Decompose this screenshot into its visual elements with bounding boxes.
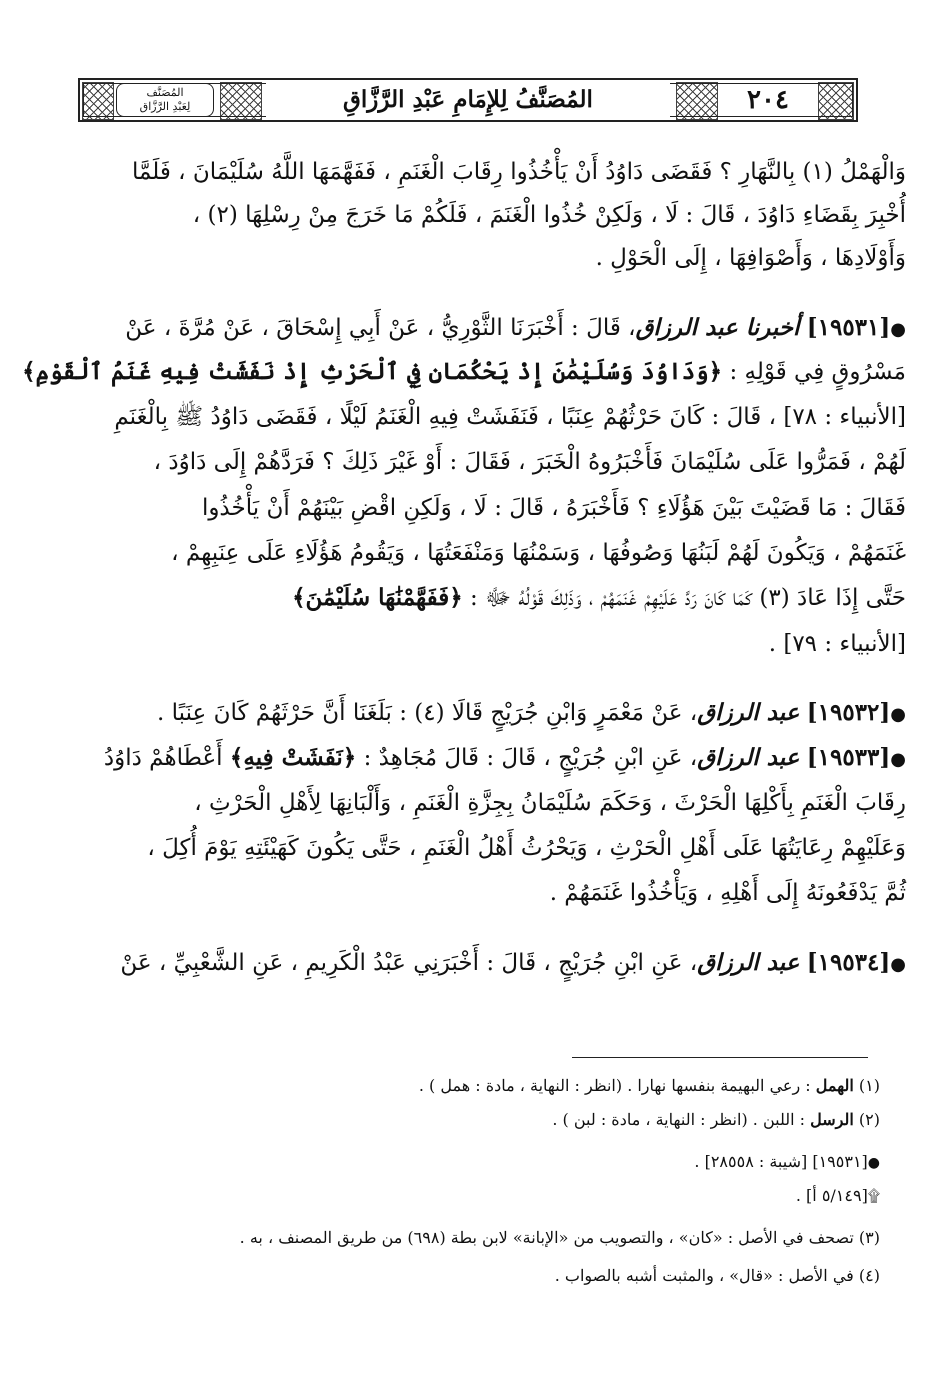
hadith-19532-line — [60, 693, 906, 735]
footnote-number: (١) — [858, 1076, 880, 1095]
footnote-text: : اللبن . (انظر : النهاية ، مادة : لبن ) . — [552, 1110, 806, 1129]
hadith-author: عبد الرزاق — [697, 949, 800, 976]
bullet-icon: ● — [890, 704, 906, 725]
header-ornament — [220, 82, 262, 120]
text-line: غَنَمَهُمْ ، وَيَكُونَ لَهُمْ لَبَنُهَا وَصُوفُهَا ، وَسَمْنُهَا وَمَنْفَعَتُهَا ، وَيَقُومُ هَؤُلَاءِ عَلَى عِنَبِهِمْ ، — [171, 540, 906, 566]
hadith-number: [١٩٥٣٤] — [806, 949, 891, 976]
bullet-icon: ● — [890, 319, 906, 340]
text-line: وَأَوْلَادِهَا ، وَأَصْوَافِهَا ، إِلَى الْحَوْلِ . — [595, 245, 906, 271]
text-line: رِقَابَ الْغَنَمِ بِأَكْلِهَا الْحَرْثَ ، وَحَكَمَ سُلَيْمَانُ بِجِزَّةِ الْغَنَمِ ، وَأَلْبَانِهَا لِأَهْلِ الْحَرْثِ ، — [194, 790, 906, 816]
footnote-separator — [572, 1057, 868, 1058]
hadith-text: حَتَّى إِذَا عَادَ (٣) كَمَا كَانَ رَدَّ عَلَيْهِمْ غَنَمَهُمْ ، وَذَلِكَ قَوْلُهُ ﷻ : — [470, 585, 906, 611]
hadith-19531-line — [60, 308, 906, 350]
text-line: فَقَالَ : مَا قَضَيْتَ بَيْنَ هَؤُلَاءِ ؟ فَأَخْبَرَهُ ، قَالَ : لَا ، وَلَكِنِ اقْضِ بَيْنَهُمْ أَنْ يَأْخُذُوا — [201, 495, 906, 521]
quran-verse: ﴿فَفَهَّمْنَٰهَا سُلَيْمَٰنَ﴾ — [292, 584, 463, 611]
hadith-text: ، عَنِ ابْنِ جُرَيْجٍ ، قَالَ : أَخْبَرَنِي عَبْدُ الْكَرِيمِ ، عَنِ الشَّعْبِيِّ ، عَنْ — [120, 950, 698, 976]
footnote-4: (٤) في الأصل : «قال» ، والمثبت أشبه بالصواب . — [554, 1266, 880, 1285]
text-line: ثُمَّ يَدْفَعُونَهُ إِلَى أَهْلِهِ ، وَيَأْخُذُوا غَنَمَهُمْ . — [549, 880, 906, 906]
text-line: [الأنبياء : ٧٩] . — [768, 631, 906, 657]
text-line: وَعَلَيْهِمْ رِعَايَتُهَا عَلَى أَهْلِ الْحَرْثِ ، وَيَحْرُثُ أَهْلُ الْغَنَمِ ، حَتَّى يَكُونَ كَهَيْئَتِهِ يَوْمَ أُكِلَ ، — [147, 835, 906, 861]
hadith-text: أَعْطَاهُمْ دَاوُدُ — [103, 745, 223, 771]
footnote-text: [٥/١٤٩ أ] . — [795, 1186, 868, 1205]
hadith-number: [١٩٥٣١] — [806, 314, 891, 341]
quran-verse: ﴿نَفَشَتْ فِيهِ﴾ — [229, 744, 357, 771]
footnote-ref — [80, 1184, 880, 1208]
hadith-number: [١٩٥٣٣] — [806, 744, 891, 771]
text-line — [22, 352, 906, 392]
manuscript-mark-icon: ۩ — [867, 1186, 880, 1205]
page-header — [78, 78, 858, 122]
footnote-2 — [80, 1108, 880, 1132]
bullet-icon: ● — [867, 1155, 880, 1171]
seal-line: المُصَنَّف — [146, 86, 184, 99]
header-ornament — [676, 82, 718, 120]
header-ornament — [818, 82, 854, 120]
footnote-text: : رعي البهيمة بنفسها نهارا . (انظر : النهاية ، مادة : همل ) . — [418, 1076, 811, 1095]
quran-verse: ﴿وَدَاوُدَ وَسُلَيْمَٰنَ إِذْ يَحْكُمَانِ فِي ٱلْحَرْثِ إِذْ نَفَشَتْ فِيهِ غَنَمُ ٱلْقَوْمِ﴾ — [22, 358, 723, 385]
footnote-term: الرسل — [810, 1110, 854, 1129]
hadith-19533-line — [60, 738, 906, 780]
hadith-text: مَسْرُوقٍ فِي قَوْلِهِ : — [729, 359, 906, 385]
footnote-term: الهمل — [815, 1076, 854, 1095]
footnote-1 — [80, 1074, 880, 1098]
footnote-text: [١٩٥٣١] [شيبة : ٢٨٥٥٨] . — [694, 1152, 868, 1171]
running-title: المُصَنَّفُ لِلإِمَامِ عَبْدِ الرَّزَّاقِ — [266, 83, 670, 117]
hadith-text: ، عَنِ ابْنِ جُرَيْجٍ ، قَالَ : قَالَ مُجَاهِدٌ : — [363, 745, 698, 771]
seal-line: لِعَبْدِ الرَّزَّاق — [139, 100, 191, 113]
footnote-ref — [80, 1150, 880, 1175]
text-line: لَهُمْ ، فَمَرُّوا عَلَى سُلَيْمَانَ فَأَخْبَرُوهُ الْخَبَرَ ، فَقَالَ : أَوْ غَيْرَ ذَلِكَ ؟ فَرَدَّهُمْ إِلَى دَاوُدَ ، — [153, 449, 906, 475]
header-ornament — [82, 82, 114, 120]
footnote-number: (٢) — [858, 1110, 880, 1129]
text-line — [60, 578, 906, 618]
page-number: ٢٠٤ — [726, 84, 810, 116]
text-line: أُخْبِرَ بِقَضَاءِ دَاوُدَ ، قَالَ : لَا ، وَلَكِنْ خُذُوا الْغَنَمَ ، فَلَكُمْ مَا خَرَجَ مِنْ رِسْلِهَا (٢) ، — [192, 202, 906, 228]
bullet-icon: ● — [890, 954, 906, 975]
text-line: وَالْهَمْلُ (١) بِالنَّهَارِ ؟ فَقَضَى دَاوُدُ أَنْ يَأْخُذُوا رِقَابَ الْغَنَمِ ، فَفَهَّمَهَا اللَّهُ سُلَيْمَانَ ، فَلَمَّا — [131, 159, 906, 185]
hadith-19534-line — [60, 943, 906, 985]
hadith-text: ، عَنْ مَعْمَرٍ وَابْنِ جُرَيْجٍ قَالَا (٤) : بَلَغَنَا أَنَّ حَرْثَهُمْ كَانَ عِنَبًا . — [157, 700, 698, 726]
hadith-text: ، قَالَ : أَخْبَرَنَا الثَّوْرِيُّ ، عَنْ أَبِي إِسْحَاقَ ، عَنْ مُرَّةَ ، عَنْ — [125, 315, 636, 341]
hadith-author: أخبرنا عبد الرزاق — [635, 314, 800, 341]
hadith-number: [١٩٥٣٢] — [806, 699, 891, 726]
book-seal — [116, 83, 214, 117]
hadith-author: عبد الرزاق — [697, 699, 800, 726]
bullet-icon: ● — [890, 749, 906, 770]
text-line: [الأنبياء : ٧٨] ، قَالَ : كَانَ حَرْثُهُمْ عِنَبًا ، فَنَفَشَتْ فِيهِ الْغَنَمُ لَيْلًا ، فَقَضَى دَاوُدُ ﷺ بِالْغَنَمِ — [114, 404, 906, 430]
footnote-3: (٣) تصحف في الأصل : «كان» ، والتصويب من «الإبانة» لابن بطة (٦٩٨) من طريق المصنف ، به . — [239, 1228, 880, 1247]
hadith-author: عبد الرزاق — [697, 744, 800, 771]
